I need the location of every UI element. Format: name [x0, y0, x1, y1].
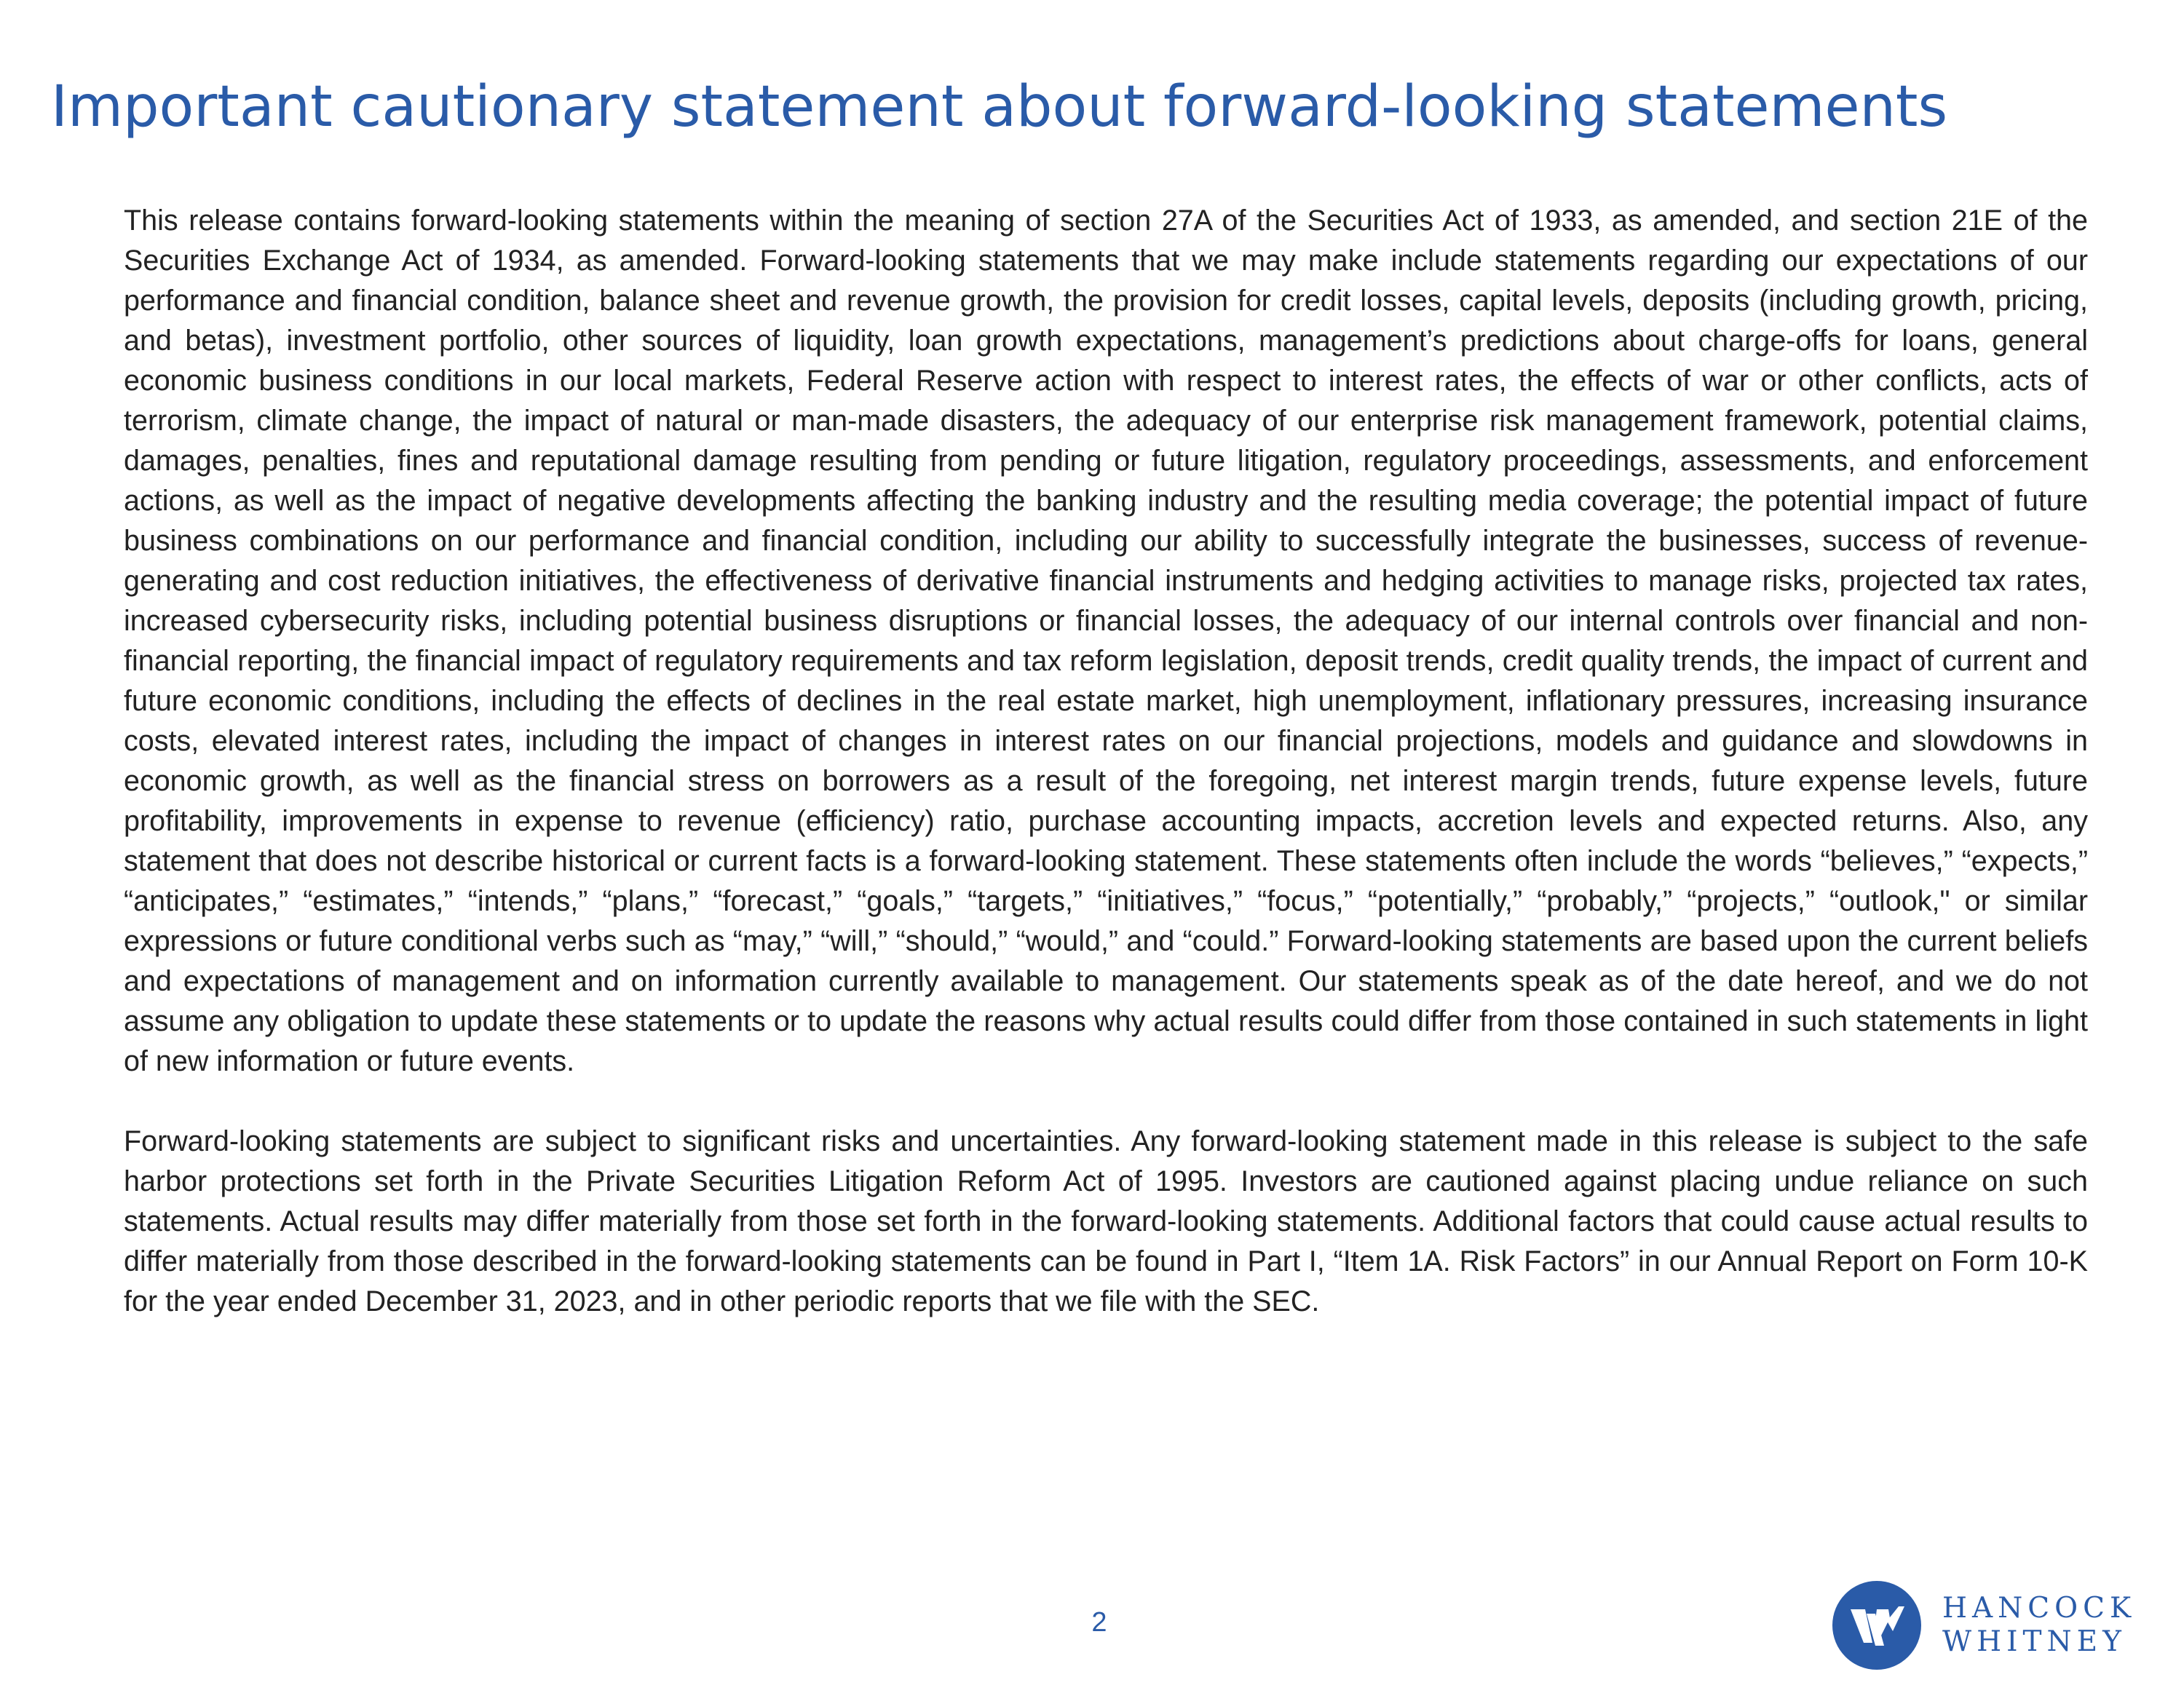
- company-logo: [1832, 1578, 2137, 1673]
- logo-text-line-2: WHITNEY: [1942, 1625, 2126, 1658]
- page-number: 2: [1091, 1607, 1107, 1638]
- disclaimer-paragraph-1: This release contains forward-looking statements within the meaning of section 27A of the Securities Act of 1933, as amended, and section 21E of the Securities Exchange Act of 1934, as amended. Forward-looking statements that we may make include statements regarding our expectations of our performance and financial condition, balance sheet and revenue growth, the provision for credit losses, capital levels, deposits (including growth, pricing, and betas), investment portfolio, other sources of liquidity, loan growth expectations, management’s predictions about charge-offs for loans, general economic business conditions in our local markets, Federal Reserve action with respect to interest rates, the effects of war or other conflicts, acts of terrorism, climate change, the impact of natural or man-made disasters, the adequacy of our enterprise risk management framework, potential claims, damages, penalties, fines and reputational damage resulting from pending or future litigation, regulatory proceedings, assessments, and enforcement actions, as well as the impact of negative developments affecting the banking industry and the resulting media coverage; the potential impact of future business combinations on our performance and financial condition, including our ability to successfully integrate the businesses, success of revenue-generating and cost reduction initiatives, the effectiveness of derivative financial instruments and hedging activities to manage risks, projected tax rates, increased cybersecurity risks, including potential business disruptions or financial losses, the adequacy of our internal controls over financial and non-financial reporting, the financial impact of regulatory requirements and tax reform legislation, deposit trends, credit quality trends, the impact of current and future economic conditions, including the effects of declines in the real estate market, high unemployment, inflationary pressures, increasing insurance costs, elevated interest rates, including the impact of changes in interest rates on our financial projections, models and guidance and slowdowns in economic growth, as well as the financial stress on borrowers as a result of the foregoing, net interest margin trends, future expense levels, future profitability, improvements in expense to revenue (efficiency) ratio, purchase accounting impacts, accretion levels and expected returns. Also, any statement that does not describe historical or current facts is a forward-looking statement. These statements often include the words “believes,” “expects,” “anticipates,” “estimates,” “intends,” “plans,” “forecast,” “goals,” “targets,” “initiatives,” “focus,” “potentially,” “probably,” “projects,” “outlook," or similar expressions or future conditional verbs such as “may,” “will,” “should,” “would,” and “could.” Forward-looking statements are based upon the current beliefs and expectations of management and on information currently available to management. Our statements speak as of the date hereof, and we do not assume any obligation to update these statements or to update the reasons why actual results could differ from those contained in such statements in light of new information or future events.: [124, 205, 2088, 1077]
- disclaimer-paragraph-2: Forward-looking statements are subject to significant risks and uncertainties. Any forward-looking statement made in this release is subject to the safe harbor protections set forth in the Private Securities Litigation Reform Act of 1995. Investors are cautioned against placing undue reliance on such statements. Actual results may differ materially from those set forth in the forward-looking statements. Additional factors that could cause actual results to differ materially from those described in the forward-looking statements can be found in Part I, “Item 1A. Risk Factors” in our Annual Report on Form 10-K for the year ended December 31, 2023, and in other periodic reports that we file with the SEC.: [124, 1125, 2088, 1317]
- hancock-whitney-logo-icon: [1832, 1580, 1922, 1670]
- page-title: Important cautionary statement about forward-looking statements: [51, 74, 1948, 140]
- logo-wordmark: [1942, 1592, 2136, 1659]
- disclaimer-body: [124, 201, 2088, 1322]
- logo-text-line-1: HANCOCK: [1942, 1592, 2137, 1625]
